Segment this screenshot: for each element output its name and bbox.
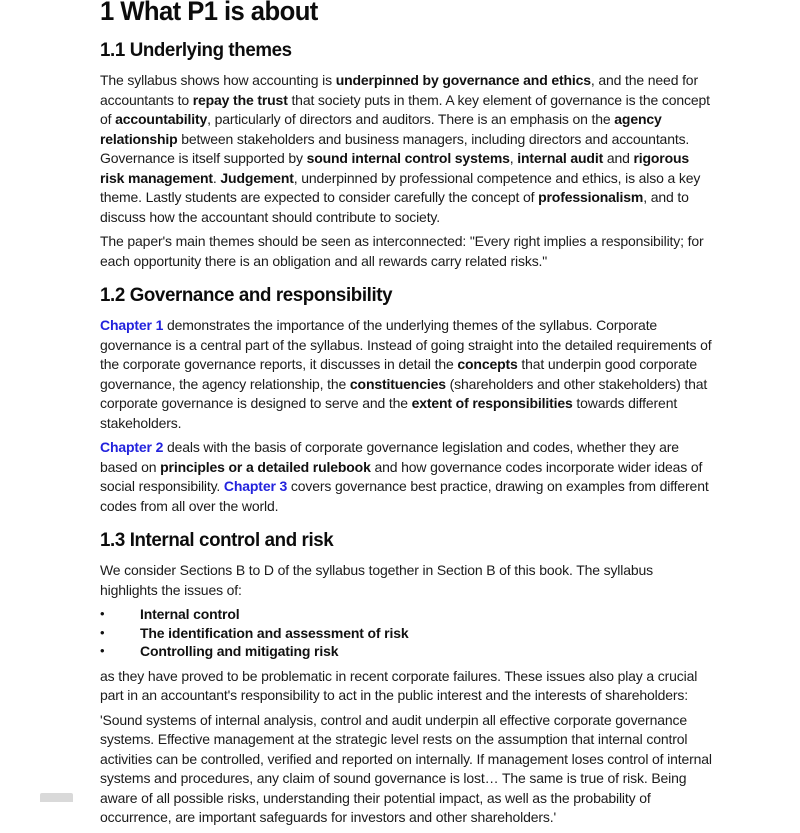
text-run: , and to discuss how the accountant should contribute to society. (100, 189, 689, 225)
list-item (100, 642, 714, 661)
text-run: (shareholders and other stakeholders) that corporate governance is designed to serve and the (100, 375, 708, 411)
bold-text: repay the trust (192, 91, 288, 108)
paragraph (100, 316, 714, 433)
text-run: that society puts in them. A key element of governance is the concept of (100, 91, 710, 127)
page-title: 1 What P1 is about (100, 0, 318, 26)
bold-text: sound internal control systems (306, 150, 510, 166)
text-run: We consider Sections B to D of the syllabus together in Section B of this book. The syllabus highlights the issues of: (100, 562, 653, 598)
section-heading-3: 1.3 Internal control and risk (100, 529, 334, 551)
text-run: The syllabus shows how accounting is (100, 72, 336, 88)
list-item (100, 624, 714, 643)
text-run: , (509, 150, 518, 166)
bold-text: accountability (115, 111, 208, 127)
bullet-icon: • (100, 624, 105, 640)
bold-text: principles or a detailed rulebook (160, 458, 371, 475)
text-run: and (603, 150, 634, 166)
bold-text: professionalism (538, 189, 644, 205)
section-heading-2: 1.2 Governance and responsibility (100, 284, 393, 306)
paragraph (100, 667, 714, 706)
bold-text: internal audit (517, 150, 604, 166)
text-run: covers governance best practice, drawing on examples from different codes from all over the world. (100, 478, 709, 514)
paragraph (100, 232, 714, 271)
chapter-2-link[interactable]: Chapter 2 (100, 439, 164, 455)
text-run: towards different stakeholders. (100, 395, 678, 431)
list-item-label: Internal control (140, 606, 240, 622)
text-run: , underpinned by professional competence and ethics, is also a key theme. Lastly students are expected to consider carefully the concept of (100, 169, 701, 205)
bold-text: agency relationship (100, 111, 662, 147)
bold-text: concepts (457, 356, 518, 372)
text-run: deals with the basis of corporate governance legislation and codes, whether they are based on (100, 439, 679, 475)
list-item (100, 605, 714, 624)
bold-text: Judgement (220, 169, 294, 186)
text-run: , and the need for accountants to (100, 72, 698, 108)
document-body (100, 39, 714, 828)
section-heading-1: 1.1 Underlying themes (100, 39, 292, 61)
paragraph (100, 561, 714, 600)
bullet-icon: • (100, 643, 105, 658)
document-content (100, 0, 714, 833)
page-footer-graphic (40, 793, 73, 802)
bullet-list (100, 605, 714, 661)
text-run: The paper's main themes should be seen as interconnected: "Every right implies a responsibility; for each opportunity there is an obligation and all rewards carry related risks." (100, 233, 704, 269)
text-run: that underpin good corporate governance, the agency relationship, the (100, 356, 697, 392)
text-run: and how governance codes incorporate wider ideas of social responsibility. (100, 458, 703, 494)
bullet-icon: • (100, 606, 105, 621)
text-run: as they have proved to be problematic in recent corporate failures. These issues also play a crucial part in an accountant's responsibility to act in the public interest and the interests of shareholders: (100, 667, 698, 703)
text-run: demonstrates the importance of the underlying themes of the syllabus. Corporate governance is a central part of the syllabus. Instead of going straight into the detailed requirements of the corporate governance reports, it discusses in detail the (100, 317, 712, 372)
text-run: between stakeholders and business managers, including directors and accountants. Governance is itself supported by (100, 130, 690, 166)
bold-text: constituencies (349, 375, 446, 392)
chapter-1-link[interactable]: Chapter 1 (100, 317, 164, 333)
paragraph (100, 438, 714, 516)
paragraph (100, 71, 714, 227)
chapter-3-link[interactable]: Chapter 3 (223, 478, 288, 494)
list-item-label: The identification and assessment of risk (140, 624, 409, 641)
text-run: , particularly of directors and auditors. There is an emphasis on the (207, 111, 615, 127)
bold-text: extent of responsibilities (411, 395, 573, 411)
text-run: . (212, 169, 221, 186)
bold-text: rigorous risk management (100, 150, 690, 186)
bold-text: underpinned by governance and ethics (335, 72, 591, 88)
list-item-label: Controlling and mitigating risk (140, 643, 339, 659)
text-run: 'Sound systems of internal analysis, control and audit underpin all effective corporate governance systems. Effective management at the strategic level rests on the assumption that internal control activities can be controlled, verified and reported on internally. If management loses control of internal systems and procedures, any claim of sound governance is lost… The same is true of risk. Being aware of all possible risks, understanding their potential impact, as well as the probability of occurrence, are important safeguards for investors and other shareholders.' (100, 711, 712, 825)
paragraph (100, 711, 714, 828)
